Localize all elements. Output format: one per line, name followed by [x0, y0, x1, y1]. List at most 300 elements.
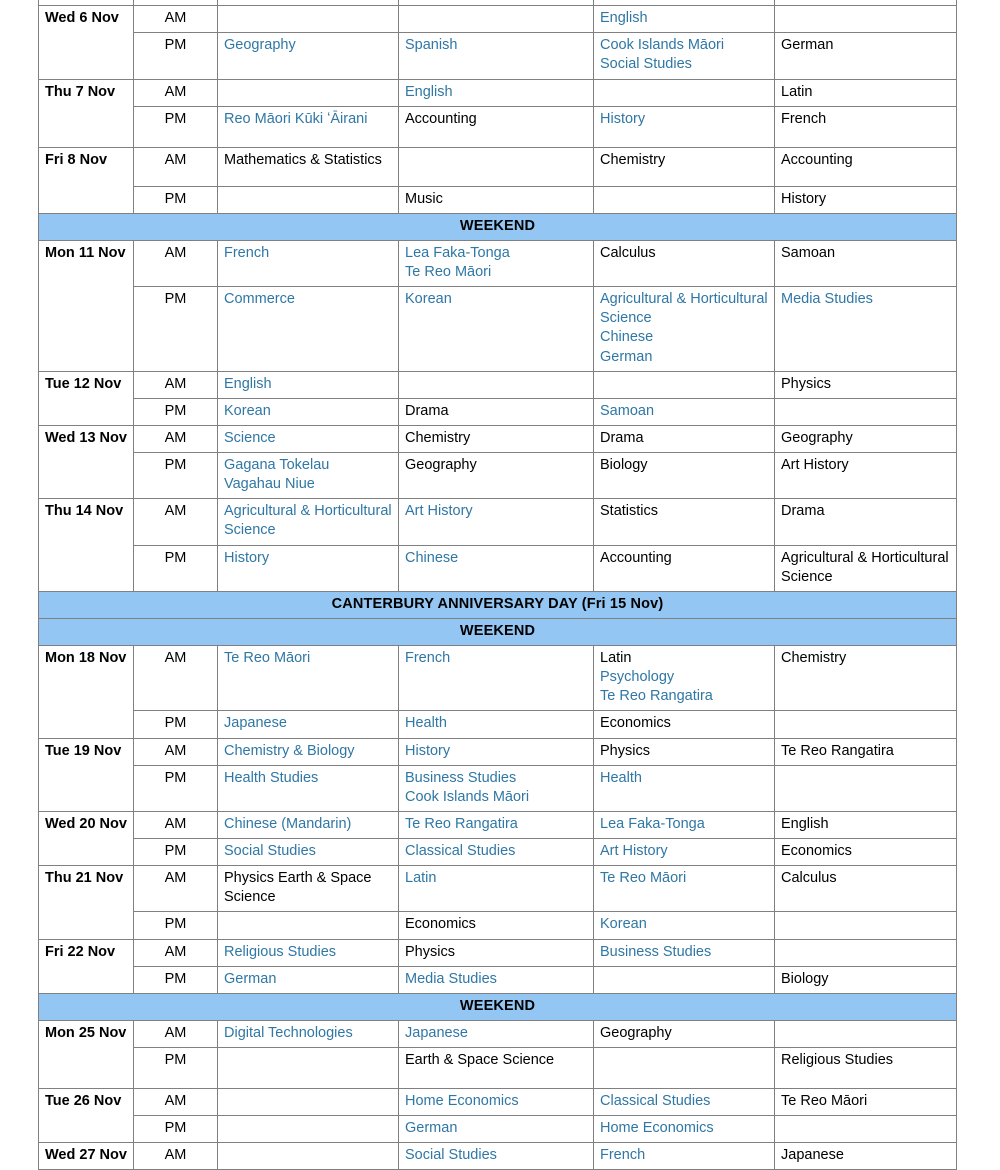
subject-cell-col1	[218, 1143, 399, 1170]
subject-cell-col4	[775, 811, 957, 838]
session-cell: AM	[134, 6, 218, 33]
subject-link[interactable]: Business Studies	[405, 769, 517, 786]
session-cell: AM	[134, 939, 218, 966]
subject-link[interactable]: Te Reo Rangatira	[405, 815, 518, 832]
subject-cell-col1	[218, 1116, 399, 1143]
subject-cell-col2	[399, 866, 594, 912]
subject-cell-col1	[218, 646, 399, 711]
banner-row	[39, 591, 957, 618]
table-row	[39, 79, 957, 106]
table-row	[39, 545, 957, 591]
date-cell: Mon 11 Nov	[39, 240, 134, 371]
subject-link[interactable]: Japanese	[224, 715, 287, 732]
subject-cell-col3	[594, 106, 775, 147]
subject-text: Religious Studies	[781, 1052, 894, 1068]
subject-cell-col1	[218, 811, 399, 838]
subject-cell-col3	[594, 711, 775, 738]
subject-cell-col2	[399, 240, 594, 286]
session-cell: PM	[134, 966, 218, 993]
subject-cell-col2	[399, 966, 594, 993]
subject-link[interactable]: Latin	[405, 870, 437, 887]
session-cell: AM	[134, 499, 218, 545]
table-row	[39, 1143, 957, 1170]
session-cell: PM	[134, 839, 218, 866]
session-cell: PM	[134, 1048, 218, 1089]
subject-cell-col1	[218, 33, 399, 79]
date-cell: Wed 20 Nov	[39, 811, 134, 865]
subject-cell-col4	[775, 240, 957, 286]
subject-cell-col3	[594, 738, 775, 765]
subject-text: Biology	[600, 457, 648, 473]
session-cell: AM	[134, 147, 218, 186]
session-cell: AM	[134, 371, 218, 398]
subject-link[interactable]: Te Reo Māori	[600, 870, 687, 887]
subject-link[interactable]: German	[224, 970, 277, 987]
subject-cell-col2	[399, 398, 594, 425]
subject-cell-col1	[218, 106, 399, 147]
subject-cell-col1	[218, 711, 399, 738]
session-cell: AM	[134, 1020, 218, 1047]
table-row	[39, 1116, 957, 1143]
subject-cell-col3	[594, 966, 775, 993]
table-row	[39, 1020, 957, 1047]
date-cell: Mon 18 Nov	[39, 646, 134, 739]
subject-text: French	[781, 110, 827, 127]
subject-text: German	[781, 37, 834, 54]
subject-cell-col3	[594, 545, 775, 591]
subject-text: Economics	[405, 916, 476, 933]
subject-link[interactable]: Commerce	[224, 291, 295, 308]
subject-text: Accounting	[600, 549, 672, 566]
subject-link[interactable]: Spanish	[405, 37, 458, 54]
session-cell: PM	[134, 711, 218, 738]
subject-text: Mathematics & Statistics	[224, 151, 382, 168]
banner-label: WEEKEND	[39, 213, 957, 240]
subject-text: Calculus	[781, 870, 837, 887]
subject-cell-col2	[399, 1143, 594, 1170]
subject-cell-col2	[399, 1116, 594, 1143]
exam-timetable-table	[38, 0, 957, 1170]
subject-cell-col1	[218, 912, 399, 939]
session-cell: PM	[134, 453, 218, 499]
subject-link[interactable]: History	[224, 549, 270, 566]
subject-link[interactable]: Chinese	[405, 549, 459, 566]
subject-link[interactable]: Business Studies	[600, 943, 712, 960]
subject-cell-col1	[218, 186, 399, 213]
subject-link[interactable]: Digital Technologies	[224, 1024, 353, 1041]
table-row	[39, 966, 957, 993]
subject-cell-col1	[218, 79, 399, 106]
date-cell: Tue 19 Nov	[39, 738, 134, 811]
date-cell: Tue 12 Nov	[39, 371, 134, 425]
subject-cell-col3	[594, 287, 775, 372]
date-cell: Thu 7 Nov	[39, 79, 134, 147]
table-row	[39, 186, 957, 213]
banner-row	[39, 618, 957, 645]
subject-cell-col4	[775, 287, 957, 372]
subject-text: Physics	[405, 943, 455, 960]
subject-link[interactable]: Gagana Tokelau	[224, 457, 330, 473]
subject-cell-col4	[775, 106, 957, 147]
table-row	[39, 453, 957, 499]
subject-cell-col1	[218, 287, 399, 372]
subject-cell-col2	[399, 147, 594, 186]
date-cell: Fri 22 Nov	[39, 939, 134, 993]
subject-link[interactable]: Health Studies	[224, 769, 319, 786]
subject-link[interactable]: Samoan	[600, 402, 655, 419]
subject-cell-col2	[399, 371, 594, 398]
subject-text: Drama	[600, 429, 644, 446]
subject-cell-col4	[775, 939, 957, 966]
subject-cell-col4	[775, 1020, 957, 1047]
subject-link[interactable]: Agricultural & Horticultural Science	[224, 503, 392, 539]
subject-cell-col2	[399, 765, 594, 811]
subject-cell-col2	[399, 1089, 594, 1116]
subject-cell-col2	[399, 545, 594, 591]
session-cell: PM	[134, 545, 218, 591]
session-cell: PM	[134, 186, 218, 213]
subject-link[interactable]: Agricultural & Horticultural Science	[600, 291, 768, 327]
table-row	[39, 1089, 957, 1116]
date-cell: Wed 13 Nov	[39, 425, 134, 498]
subject-link[interactable]: Chemistry & Biology	[224, 742, 355, 759]
subject-cell-col3	[594, 765, 775, 811]
table-row	[39, 646, 957, 711]
subject-cell-col4	[775, 1143, 957, 1170]
subject-cell-col3	[594, 1089, 775, 1116]
subject-cell-col4	[775, 711, 957, 738]
subject-cell-col2	[399, 939, 594, 966]
session-cell: AM	[134, 79, 218, 106]
subject-cell-col4	[775, 912, 957, 939]
subject-cell-col4	[775, 1089, 957, 1116]
date-cell: Tue 26 Nov	[39, 1089, 134, 1143]
subject-text: Latin	[600, 650, 632, 666]
subject-text: Agricultural & Horticultural Science	[781, 549, 949, 585]
subject-cell-col1	[218, 545, 399, 591]
session-cell: AM	[134, 738, 218, 765]
subject-cell-col3	[594, 6, 775, 33]
session-cell: AM	[134, 425, 218, 452]
subject-cell-col3	[594, 1116, 775, 1143]
subject-cell-col1	[218, 371, 399, 398]
subject-cell-col1	[218, 765, 399, 811]
subject-link[interactable]: Social Studies	[405, 1147, 497, 1164]
subject-link[interactable]: Media Studies	[405, 970, 497, 987]
subject-text: Japanese	[781, 1147, 844, 1164]
subject-cell-col3	[594, 866, 775, 912]
subject-link[interactable]: Te Reo Rangatira	[600, 688, 713, 705]
subject-link[interactable]: Korean	[224, 402, 271, 419]
subject-link[interactable]: French	[600, 1147, 646, 1164]
subject-link[interactable]: Vagahau Niue	[224, 476, 315, 493]
subject-link[interactable]: French	[224, 244, 270, 261]
table-row	[39, 425, 957, 452]
subject-cell-col2	[399, 425, 594, 452]
subject-text: History	[781, 190, 827, 207]
subject-cell-col2	[399, 453, 594, 499]
subject-cell-col3	[594, 33, 775, 79]
subject-cell-col1	[218, 499, 399, 545]
subject-text: Biology	[781, 970, 829, 987]
subject-link[interactable]: French	[405, 650, 451, 666]
subject-cell-col3	[594, 453, 775, 499]
subject-cell-col2	[399, 79, 594, 106]
subject-cell-col4	[775, 6, 957, 33]
subject-link[interactable]: Chinese (Mandarin)	[224, 815, 352, 832]
subject-cell-col1	[218, 398, 399, 425]
subject-cell-col1	[218, 453, 399, 499]
subject-text: Geography	[781, 429, 853, 446]
subject-link[interactable]: Cook Islands Māori	[600, 37, 725, 54]
subject-link[interactable]	[600, 0, 768, 1]
subject-text: Art History	[781, 457, 849, 473]
subject-cell-col2	[399, 186, 594, 213]
subject-cell-col1	[218, 939, 399, 966]
subject-link[interactable]: Health	[600, 769, 642, 786]
table-row	[39, 912, 957, 939]
table-row	[39, 811, 957, 838]
table-row	[39, 240, 957, 286]
session-cell: PM	[134, 398, 218, 425]
subject-cell-col1	[218, 839, 399, 866]
subject-text: English	[781, 815, 829, 832]
subject-cell-col3	[594, 839, 775, 866]
subject-cell-col4	[775, 147, 957, 186]
date-cell: Fri 8 Nov	[39, 147, 134, 213]
subject-cell-col1	[218, 1048, 399, 1089]
subject-text: Chemistry	[405, 429, 471, 446]
subject-cell-col2	[399, 1048, 594, 1089]
subject-text: Latin	[781, 83, 813, 100]
session-cell: PM	[134, 765, 218, 811]
banner-label: WEEKEND	[39, 993, 957, 1020]
subject-link[interactable]: Classical Studies	[600, 1093, 711, 1109]
subject-text: Economics	[600, 715, 671, 732]
subject-link[interactable]: Classical Studies	[405, 843, 516, 859]
subject-link[interactable]: Art History	[405, 503, 473, 520]
session-cell: PM	[134, 287, 218, 372]
subject-text: Calculus	[600, 244, 656, 261]
session-cell: AM	[134, 1143, 218, 1170]
subject-cell-col4	[775, 499, 957, 545]
subject-cell-col3	[594, 147, 775, 186]
session-cell: PM	[134, 1116, 218, 1143]
subject-cell-col2	[399, 839, 594, 866]
subject-text: Physics Earth & Space Science	[224, 870, 372, 906]
table-row	[39, 711, 957, 738]
subject-text: Geography	[405, 457, 477, 473]
subject-cell-col2	[399, 499, 594, 545]
subject-cell-col4	[775, 765, 957, 811]
session-cell: AM	[134, 646, 218, 711]
subject-cell-col3	[594, 499, 775, 545]
table-row	[39, 499, 957, 545]
table-row	[39, 738, 957, 765]
subject-cell-col4	[775, 738, 957, 765]
subject-cell-col3	[594, 1048, 775, 1089]
subject-link[interactable]: Reo Māori Kūki ʻĀirani	[224, 110, 368, 127]
subject-text: Physics	[600, 742, 650, 759]
subject-cell-col4	[775, 966, 957, 993]
subject-cell-col4	[775, 839, 957, 866]
subject-cell-col4	[775, 371, 957, 398]
subject-text: Te Reo Māori	[781, 1093, 868, 1109]
subject-link[interactable]: German	[600, 348, 653, 365]
table-row	[39, 839, 957, 866]
subject-link[interactable]: History	[405, 742, 451, 759]
session-cell: AM	[134, 866, 218, 912]
session-cell: PM	[134, 106, 218, 147]
subject-link[interactable]: English	[224, 375, 272, 392]
subject-text: Drama	[781, 503, 825, 520]
subject-cell-col2	[399, 287, 594, 372]
subject-cell-col4	[775, 545, 957, 591]
subject-link[interactable]: Home Economics	[405, 1093, 519, 1109]
subject-cell-col3	[594, 912, 775, 939]
subject-text: Accounting	[781, 151, 853, 168]
subject-link[interactable]: Health	[405, 715, 447, 732]
session-cell: PM	[134, 912, 218, 939]
subject-link[interactable]: Korean	[600, 916, 647, 933]
subject-cell-col3	[594, 939, 775, 966]
subject-link[interactable]: Psychology	[600, 669, 675, 686]
subject-link[interactable]: Social Studies	[600, 56, 692, 73]
subject-cell-col1	[218, 1020, 399, 1047]
subject-cell-col2	[399, 646, 594, 711]
table-row	[39, 371, 957, 398]
subject-cell-col1	[218, 1089, 399, 1116]
table-row	[39, 866, 957, 912]
subject-cell-col4	[775, 453, 957, 499]
subject-text: Te Reo Rangatira	[781, 742, 894, 759]
table-row	[39, 6, 957, 33]
subject-link[interactable]: German	[405, 1120, 458, 1137]
subject-link[interactable]: Media Studies	[781, 291, 873, 308]
subject-cell-col2	[399, 1020, 594, 1047]
subject-link[interactable]: Korean	[405, 291, 452, 308]
date-cell: Wed 6 Nov	[39, 6, 134, 79]
subject-text: Chemistry	[781, 650, 847, 666]
subject-cell-col2	[399, 711, 594, 738]
subject-cell-col4	[775, 33, 957, 79]
subject-cell-col3	[594, 1143, 775, 1170]
subject-link[interactable]: Te Reo Māori	[224, 650, 311, 666]
subject-cell-col3	[594, 240, 775, 286]
subject-cell-col2	[399, 912, 594, 939]
subject-text: Earth & Space Science	[405, 1052, 555, 1068]
subject-cell-col1	[218, 240, 399, 286]
subject-link[interactable]: Science	[224, 429, 276, 446]
date-cell: Thu 21 Nov	[39, 866, 134, 939]
banner-row	[39, 213, 957, 240]
subject-cell-col3	[594, 398, 775, 425]
banner-label: CANTERBURY ANNIVERSARY DAY (Fri 15 Nov)	[39, 591, 957, 618]
subject-cell-col4	[775, 79, 957, 106]
table-row	[39, 287, 957, 372]
subject-link[interactable]: Lea Faka-Tonga	[405, 244, 510, 261]
subject-text: Statistics	[600, 503, 659, 520]
table-row	[39, 1048, 957, 1089]
subject-link[interactable]: Chinese	[600, 329, 654, 346]
subject-cell-col2	[399, 6, 594, 33]
subject-cell-col3	[594, 1020, 775, 1047]
subject-text: Samoan	[781, 244, 836, 261]
subject-cell-col1	[218, 866, 399, 912]
subject-text: Economics	[781, 843, 852, 859]
table-row	[39, 398, 957, 425]
subject-cell-col4	[775, 646, 957, 711]
subject-cell-col4	[775, 398, 957, 425]
date-cell: Mon 25 Nov	[39, 1020, 134, 1088]
subject-link[interactable]: History	[600, 110, 646, 127]
session-cell: AM	[134, 811, 218, 838]
subject-text: Music	[405, 190, 443, 207]
session-cell: AM	[134, 240, 218, 286]
subject-cell-col3	[594, 371, 775, 398]
subject-link[interactable]: English	[405, 83, 453, 100]
subject-cell-col1	[218, 738, 399, 765]
subject-cell-col4	[775, 866, 957, 912]
subject-text: Physics	[781, 375, 831, 392]
table-row	[39, 106, 957, 147]
subject-text: Drama	[405, 402, 449, 419]
subject-cell-col2	[399, 811, 594, 838]
subject-text: Geography	[600, 1024, 672, 1041]
date-cell: Thu 14 Nov	[39, 499, 134, 592]
subject-link[interactable]: Social Studies	[224, 843, 316, 859]
session-cell: PM	[134, 33, 218, 79]
subject-link[interactable]: English	[600, 10, 648, 27]
subject-link[interactable]: Cook Islands Māori	[405, 788, 530, 805]
subject-link[interactable]: Geography	[224, 37, 296, 54]
subject-link[interactable]: Japanese	[405, 1024, 468, 1041]
subject-link[interactable]: Art History	[600, 843, 668, 859]
table-row	[39, 147, 957, 186]
banner-row	[39, 993, 957, 1020]
table-row	[39, 765, 957, 811]
subject-text: Accounting	[405, 110, 477, 127]
subject-cell-col2	[399, 33, 594, 79]
subject-cell-col1	[218, 966, 399, 993]
subject-cell-col4	[775, 425, 957, 452]
subject-cell-col2	[399, 106, 594, 147]
subject-link[interactable]: Lea Faka-Tonga	[600, 815, 705, 832]
subject-cell-col4	[775, 1116, 957, 1143]
timetable-body	[39, 0, 957, 1170]
subject-cell-col3	[594, 425, 775, 452]
subject-cell-col3	[594, 186, 775, 213]
table-row	[39, 939, 957, 966]
subject-cell-col4	[775, 1048, 957, 1089]
subject-link[interactable]: Religious Studies	[224, 943, 337, 960]
table-row	[39, 33, 957, 79]
session-cell: AM	[134, 1089, 218, 1116]
subject-text: Chemistry	[600, 151, 666, 168]
subject-cell-col4	[775, 186, 957, 213]
subject-link[interactable]: Te Reo Māori	[405, 264, 492, 280]
subject-cell-col1	[218, 6, 399, 33]
subject-cell-col2	[399, 738, 594, 765]
subject-cell-col1	[218, 147, 399, 186]
subject-cell-col3	[594, 646, 775, 711]
subject-cell-col3	[594, 811, 775, 838]
subject-cell-col3	[594, 79, 775, 106]
date-cell: Wed 27 Nov	[39, 1143, 134, 1170]
subject-cell-col1	[218, 425, 399, 452]
subject-link[interactable]: Home Economics	[600, 1120, 714, 1137]
banner-label: WEEKEND	[39, 618, 957, 645]
